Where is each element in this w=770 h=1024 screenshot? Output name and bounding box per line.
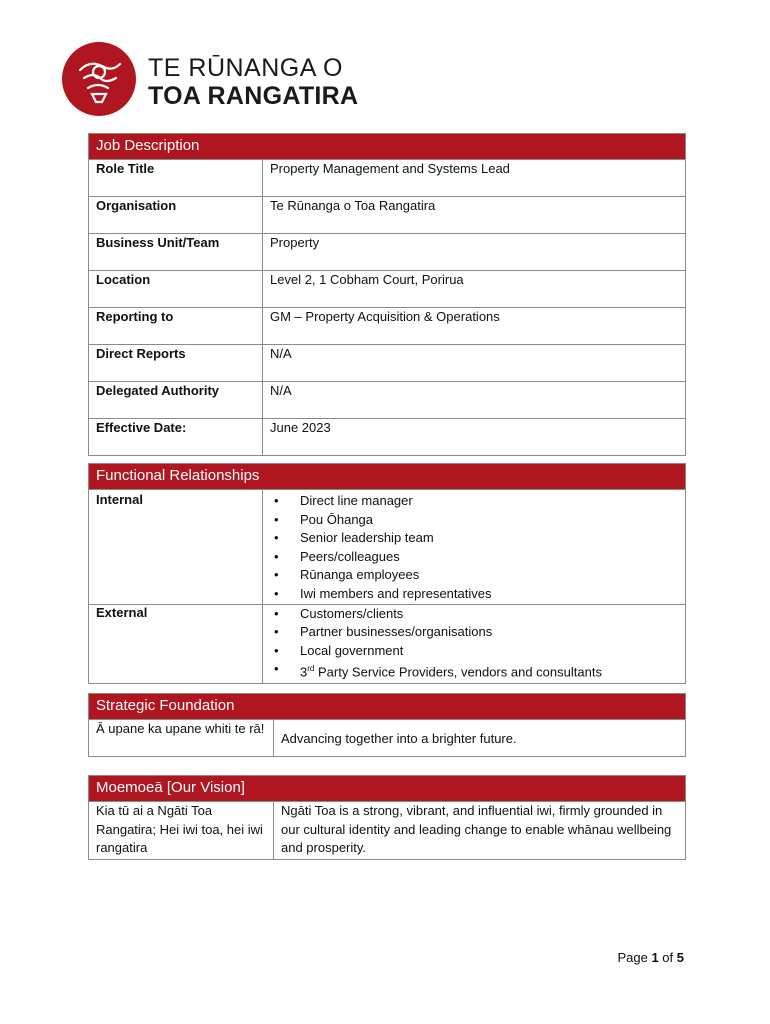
list-item: • Local government — [294, 642, 678, 661]
table-row — [89, 308, 686, 345]
vision-table — [88, 775, 686, 860]
table-row — [89, 419, 686, 456]
logo-text-line1: TE RŪNANGA O — [148, 54, 343, 82]
row-label: Reporting to — [89, 308, 263, 345]
table-row — [89, 234, 686, 271]
table-row — [89, 271, 686, 308]
table-row — [89, 382, 686, 419]
external-list-cell — [263, 604, 686, 684]
row-label: Effective Date: — [89, 419, 263, 456]
list-item: • Iwi members and representatives — [294, 585, 678, 604]
list-item: • Rūnanga employees — [294, 566, 678, 585]
table-row — [89, 160, 686, 197]
list-item: • Pou Ōhanga — [294, 511, 678, 530]
page-label: Page — [617, 950, 652, 965]
page-number — [617, 950, 684, 965]
table-row — [89, 490, 686, 605]
list-item: • Direct line manager — [294, 492, 678, 511]
strategic-english-text: Advancing together into a brighter future. — [274, 720, 686, 757]
row-value: Property Management and Systems Lead — [263, 160, 686, 197]
row-value: June 2023 — [263, 419, 686, 456]
vision-maori-text: Kia tū ai a Ngāti Toa Rangatira; Hei iwi toa, hei iwi rangatira — [89, 802, 274, 860]
vision-header: Moemoeā [Our Vision] — [89, 776, 686, 802]
total-pages: 5 — [676, 950, 684, 965]
list-item: • Peers/colleagues — [294, 548, 678, 567]
table-row — [89, 345, 686, 382]
logo-emblem-icon — [62, 42, 136, 116]
job-description-header: Job Description — [89, 134, 686, 160]
table-row — [89, 604, 686, 684]
list-item — [294, 660, 678, 682]
current-page: 1 — [651, 950, 659, 965]
functional-relationships-table — [88, 463, 686, 684]
row-label: Direct Reports — [89, 345, 263, 382]
page-of-label: of — [658, 950, 677, 965]
row-label: Delegated Authority — [89, 382, 263, 419]
strategic-foundation-table — [88, 693, 686, 757]
strategic-maori-text: Ā upane ka upane whiti te rā! — [89, 720, 274, 757]
table-row — [89, 720, 686, 757]
internal-label: Internal — [89, 490, 263, 605]
row-label: Role Title — [89, 160, 263, 197]
list-item-superscript: rd — [307, 664, 315, 674]
row-label: Organisation — [89, 197, 263, 234]
internal-list-cell — [263, 490, 686, 605]
list-item-prefix: 3 — [300, 664, 308, 680]
external-list — [270, 605, 678, 683]
vision-english-text: Ngāti Toa is a strong, vibrant, and influential iwi, firmly grounded in our cultural identity and leading change to enable whānau wellbeing and prosperity. — [274, 802, 686, 860]
row-value: Te Rūnanga o Toa Rangatira — [263, 197, 686, 234]
logo-text-line2: TOA RANGATIRA — [148, 82, 359, 110]
list-item: • Customers/clients — [294, 605, 678, 624]
table-row — [89, 802, 686, 860]
row-label: Location — [89, 271, 263, 308]
table-row — [89, 197, 686, 234]
internal-list — [270, 492, 678, 604]
list-item: • Partner businesses/organisations — [294, 623, 678, 642]
row-value: N/A — [263, 345, 686, 382]
row-value: Property — [263, 234, 686, 271]
external-label: External — [89, 604, 263, 684]
list-item: • Senior leadership team — [294, 529, 678, 548]
functional-relationships-header: Functional Relationships — [89, 464, 686, 490]
strategic-foundation-header: Strategic Foundation — [89, 694, 686, 720]
row-value: Level 2, 1 Cobham Court, Porirua — [263, 271, 686, 308]
organisation-logo — [62, 42, 382, 118]
job-description-table — [88, 133, 686, 456]
row-label: Business Unit/Team — [89, 234, 263, 271]
list-item-text: Party Service Providers, vendors and consultants — [314, 664, 602, 680]
row-value: N/A — [263, 382, 686, 419]
row-value: GM – Property Acquisition & Operations — [263, 308, 686, 345]
